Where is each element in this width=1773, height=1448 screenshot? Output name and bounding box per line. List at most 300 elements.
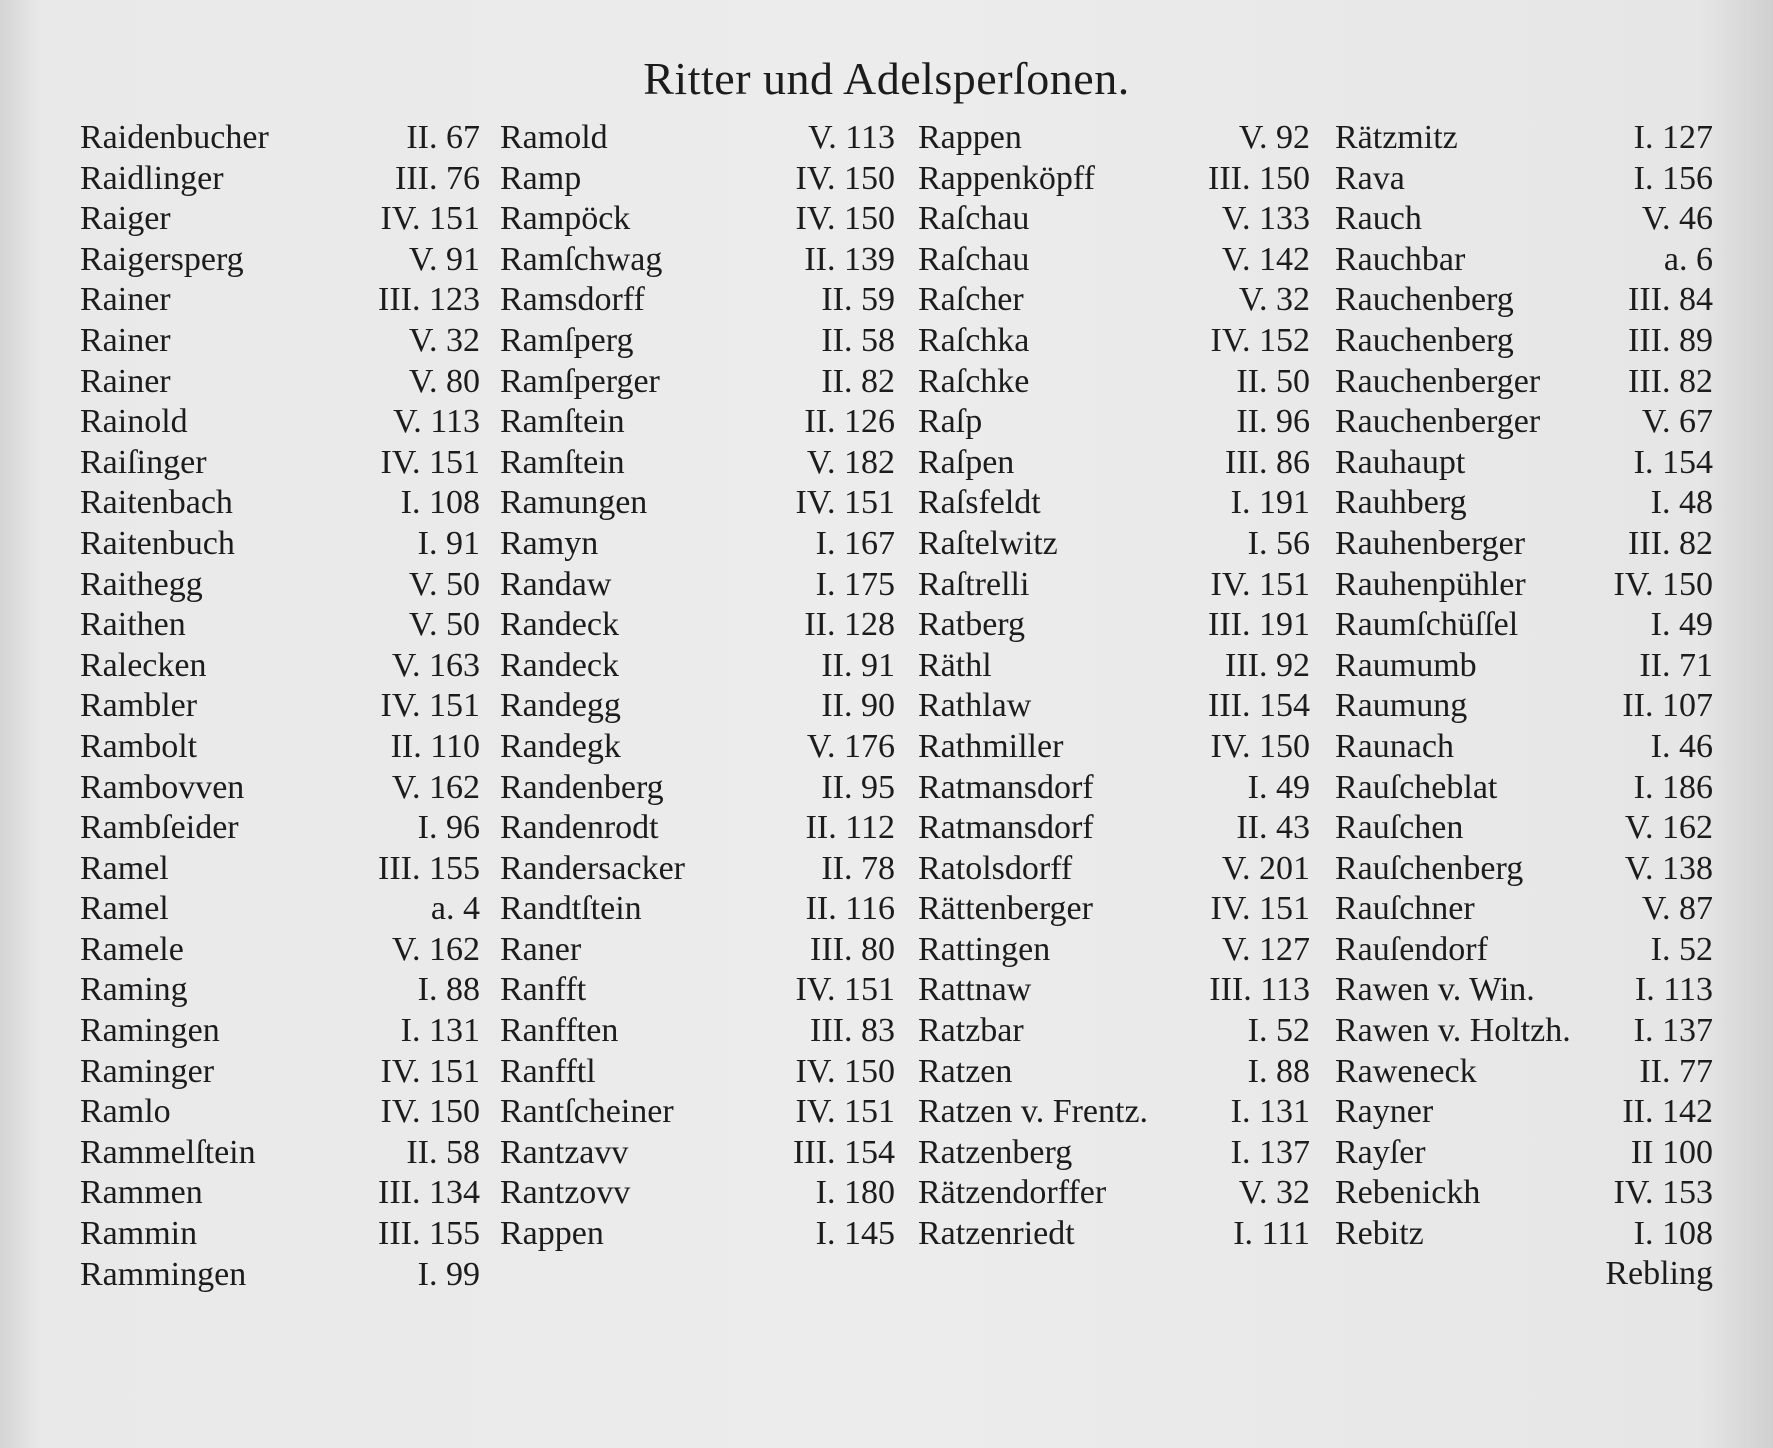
- entry-name: Raner: [500, 930, 582, 968]
- entry-reference: III. 92: [1225, 646, 1310, 684]
- entry-reference: V. 142: [1221, 240, 1310, 278]
- index-entry: [918, 160, 1310, 201]
- entry-reference: V. 162: [1624, 809, 1713, 847]
- entry-name: Raitenbach: [80, 484, 233, 522]
- index-entry: [918, 525, 1310, 566]
- entry-reference: II. 50: [1236, 362, 1310, 400]
- index-entry: [500, 606, 895, 647]
- index-entry: [80, 971, 480, 1012]
- entry-name: Ratberg: [918, 606, 1026, 644]
- index-entry: [918, 444, 1310, 485]
- entry-name: Rauhenberger: [1335, 524, 1526, 562]
- entry-name: Ranfft: [500, 971, 587, 1009]
- entry-reference: IV. 151: [380, 443, 480, 481]
- index-entry: [500, 119, 895, 160]
- index-entry: [1335, 1053, 1713, 1094]
- index-entry: [918, 769, 1310, 810]
- index-entry: [918, 1174, 1310, 1215]
- entry-name: Ratzen: [918, 1052, 1013, 1090]
- entry-name: Ratolsdorff: [918, 849, 1073, 887]
- entry-reference: I. 180: [815, 1174, 895, 1212]
- index-entry: [1335, 1093, 1713, 1134]
- entry-reference: III. 80: [810, 930, 895, 968]
- entry-reference: I. 145: [815, 1215, 895, 1253]
- entry-reference: V. 32: [1238, 281, 1310, 319]
- entry-reference: a. 6: [1663, 240, 1713, 278]
- entry-name: Raunach: [1335, 727, 1454, 765]
- entry-name: Raithegg: [80, 565, 203, 603]
- index-entry: [500, 444, 895, 485]
- index-entry: [1335, 1174, 1713, 1215]
- entry-name: Ramſtein: [500, 403, 625, 441]
- entry-name: Ramungen: [500, 484, 648, 522]
- entry-name: Ramel: [80, 890, 169, 928]
- entry-name: Ramſperger: [500, 362, 660, 400]
- index-entry: [80, 1134, 480, 1175]
- entry-name: Raminger: [80, 1052, 215, 1090]
- entry-name: Raitenbuch: [80, 524, 235, 562]
- entry-name: Rauſchen: [1335, 809, 1464, 847]
- entry-name: Ralecken: [80, 646, 207, 684]
- index-column-2: [500, 119, 895, 1256]
- entry-name: Rappen: [918, 119, 1022, 156]
- entry-name: Rättenberger: [918, 890, 1093, 928]
- entry-reference: V. 50: [408, 606, 480, 644]
- entry-name: Rambſeider: [80, 809, 239, 847]
- entry-reference: II. 112: [805, 809, 895, 847]
- index-entry: [918, 1134, 1310, 1175]
- entry-reference: III. 82: [1628, 362, 1713, 400]
- entry-reference: II. 107: [1622, 687, 1713, 725]
- entry-reference: IV. 150: [795, 159, 895, 197]
- entry-name: Rammin: [80, 1215, 198, 1253]
- index-entry: [1335, 890, 1713, 931]
- index-entry: [80, 890, 480, 931]
- entry-reference: V. 162: [391, 768, 480, 806]
- entry-reference: V. 113: [808, 119, 895, 156]
- index-entry: [500, 1012, 895, 1053]
- index-entry: [918, 809, 1310, 850]
- index-entry: [500, 160, 895, 201]
- entry-reference: V. 32: [1238, 1174, 1310, 1212]
- entry-reference: I. 113: [1634, 971, 1713, 1009]
- entry-name: Rappen: [500, 1215, 604, 1253]
- index-entry: [500, 687, 895, 728]
- index-entry: [1335, 566, 1713, 607]
- entry-reference: III. 86: [1225, 443, 1310, 481]
- entry-name: Rainer: [80, 321, 171, 359]
- entry-reference: II. 71: [1639, 646, 1713, 684]
- index-entry: [500, 647, 895, 688]
- index-entry: [500, 241, 895, 282]
- entry-reference: I. 111: [1233, 1215, 1310, 1253]
- index-entry: [918, 566, 1310, 607]
- entry-name: Rawen v. Holtzh.: [1335, 1012, 1571, 1050]
- entry-reference: V. 92: [1238, 119, 1310, 156]
- index-entry: [1335, 322, 1713, 363]
- entry-name: Raiger: [80, 200, 171, 238]
- index-entry: [918, 200, 1310, 241]
- entry-name: Rauchenberger: [1335, 403, 1541, 441]
- entry-reference: I. 88: [1247, 1052, 1310, 1090]
- index-entry: [500, 890, 895, 931]
- entry-name: Randegg: [500, 687, 621, 725]
- entry-reference: III. 134: [378, 1174, 480, 1212]
- entry-name: Raſchke: [918, 362, 1030, 400]
- index-entry: [918, 241, 1310, 282]
- entry-reference: II. 90: [821, 687, 895, 725]
- entry-name: Rayner: [1335, 1093, 1434, 1131]
- entry-reference: II. 43: [1236, 809, 1310, 847]
- entry-reference: V. 91: [408, 240, 480, 278]
- entry-reference: IV. 153: [1613, 1174, 1713, 1212]
- entry-reference: IV. 151: [1210, 890, 1310, 928]
- entry-reference: V. 46: [1641, 200, 1713, 238]
- entry-reference: II. 58: [406, 1133, 480, 1171]
- entry-reference: III. 155: [378, 849, 480, 887]
- index-entry: [80, 850, 480, 891]
- index-entry: [918, 484, 1310, 525]
- index-entry: [80, 931, 480, 972]
- entry-name: Raithen: [80, 606, 186, 644]
- entry-reference: V. 162: [391, 930, 480, 968]
- entry-reference: V. 113: [393, 403, 480, 441]
- index-entry: [1335, 444, 1713, 485]
- index-entry: [500, 484, 895, 525]
- index-entry: [1335, 728, 1713, 769]
- entry-reference: I. 108: [1633, 1215, 1713, 1253]
- entry-name: Ramſperg: [500, 321, 634, 359]
- entry-reference: II. 58: [821, 321, 895, 359]
- entry-name: Raſchka: [918, 321, 1030, 359]
- entry-name: Rampöck: [500, 200, 631, 238]
- entry-reference: I. 108: [400, 484, 480, 522]
- entry-name: Raſchau: [918, 240, 1030, 278]
- index-entry: [80, 281, 480, 322]
- page-title: Ritter und Adelsperſonen.: [643, 53, 1130, 104]
- entry-reference: a. 4: [430, 890, 480, 928]
- entry-reference: I. 127: [1633, 119, 1713, 156]
- entry-name: Ranfften: [500, 1012, 619, 1050]
- entry-reference: V. 32: [408, 321, 480, 359]
- entry-reference: IV. 151: [380, 687, 480, 725]
- index-entry: [80, 119, 480, 160]
- entry-name: Raſtelwitz: [918, 524, 1058, 562]
- entry-name: Rantſcheiner: [500, 1093, 674, 1131]
- index-entry: [80, 1256, 480, 1297]
- entry-name: Raſsfeldt: [918, 484, 1041, 522]
- entry-name: Randenberg: [500, 768, 664, 806]
- entry-reference: II. 116: [805, 890, 895, 928]
- index-entry: [1335, 687, 1713, 728]
- entry-name: Rathlaw: [918, 687, 1032, 725]
- index-entry: [918, 890, 1310, 931]
- entry-reference: IV. 151: [795, 484, 895, 522]
- entry-reference: III. 150: [1208, 159, 1310, 197]
- index-entry: [500, 525, 895, 566]
- entry-reference: II. 110: [390, 727, 480, 765]
- entry-name: Ramſchwag: [500, 240, 663, 278]
- entry-name: Raidlinger: [80, 159, 224, 197]
- index-entry: [918, 931, 1310, 972]
- index-entry: [1335, 241, 1713, 282]
- entry-reference: II. 95: [821, 768, 895, 806]
- index-entry: [80, 728, 480, 769]
- entry-reference: IV. 150: [1210, 727, 1310, 765]
- entry-reference: V. 201: [1221, 849, 1310, 887]
- entry-reference: V. 67: [1641, 403, 1713, 441]
- index-entry: [918, 322, 1310, 363]
- index-entry: [80, 241, 480, 282]
- entry-name: Rathmiller: [918, 727, 1064, 765]
- entry-name: Raweneck: [1335, 1052, 1477, 1090]
- entry-name: Raming: [80, 971, 188, 1009]
- index-entry: [1335, 1134, 1713, 1175]
- index-entry: [80, 160, 480, 201]
- index-column-3: [918, 119, 1310, 1256]
- entry-name: Rambolt: [80, 727, 198, 765]
- entry-name: Rattnaw: [918, 971, 1032, 1009]
- entry-reference: III. 83: [810, 1012, 895, 1050]
- index-column-1: [80, 119, 480, 1296]
- entry-name: Rauchenberger: [1335, 362, 1541, 400]
- entry-name: Ramold: [500, 119, 608, 156]
- index-entry: [80, 200, 480, 241]
- index-entry: [918, 647, 1310, 688]
- entry-name: Rammen: [80, 1174, 203, 1212]
- entry-name: Raſtrelli: [918, 565, 1030, 603]
- entry-name: Rayſer: [1335, 1133, 1426, 1171]
- entry-reference: IV. 151: [380, 1052, 480, 1090]
- entry-name: Rappenköpff: [918, 159, 1095, 197]
- entry-name: Räthl: [918, 646, 992, 684]
- entry-reference: II. 77: [1639, 1052, 1713, 1090]
- entry-name: Rainold: [80, 403, 188, 441]
- entry-reference: III. 113: [1209, 971, 1310, 1009]
- entry-reference: II. 67: [406, 119, 480, 156]
- entry-name: Raigersperg: [80, 240, 244, 278]
- index-entry: [1335, 281, 1713, 322]
- index-entry: [1335, 971, 1713, 1012]
- index-column-4: [1335, 119, 1713, 1256]
- index-entry: [80, 322, 480, 363]
- entry-reference: III. 76: [395, 159, 480, 197]
- catchword: Rebling: [1605, 1255, 1713, 1292]
- entry-name: Rauhberg: [1335, 484, 1467, 522]
- index-entry: [500, 200, 895, 241]
- entry-name: Rainer: [80, 281, 171, 319]
- index-entry: [80, 769, 480, 810]
- entry-reference: I. 46: [1650, 727, 1713, 765]
- index-entry: [80, 566, 480, 607]
- index-entry: [80, 809, 480, 850]
- entry-name: Randeck: [500, 606, 619, 644]
- entry-name: Ramele: [80, 930, 184, 968]
- index-entry: [1335, 647, 1713, 688]
- entry-name: Rattingen: [918, 930, 1051, 968]
- entry-reference: II. 82: [821, 362, 895, 400]
- entry-reference: V. 163: [391, 646, 480, 684]
- entry-name: Raſpen: [918, 443, 1015, 481]
- entry-reference: II. 139: [804, 240, 895, 278]
- entry-name: Rauchenberg: [1335, 281, 1514, 319]
- index-entry: [500, 1215, 895, 1256]
- index-entry: [918, 1215, 1310, 1256]
- entry-name: Ramingen: [80, 1012, 220, 1050]
- index-entry: [918, 971, 1310, 1012]
- entry-reference: II 100: [1630, 1133, 1713, 1171]
- entry-reference: IV. 150: [380, 1093, 480, 1131]
- entry-name: Ramſtein: [500, 443, 625, 481]
- entry-reference: IV. 151: [795, 1093, 895, 1131]
- index-entry: [500, 931, 895, 972]
- index-entry: [500, 566, 895, 607]
- index-entry: [500, 769, 895, 810]
- entry-reference: II. 91: [821, 646, 895, 684]
- index-entry: [1335, 160, 1713, 201]
- index-entry: [918, 606, 1310, 647]
- entry-reference: I. 186: [1633, 768, 1713, 806]
- entry-name: Rätzendorffer: [918, 1174, 1107, 1212]
- index-entry: [500, 1134, 895, 1175]
- entry-reference: III. 82: [1628, 524, 1713, 562]
- entry-reference: I. 131: [1230, 1093, 1310, 1131]
- entry-reference: III. 154: [793, 1133, 895, 1171]
- entry-name: Rambler: [80, 687, 198, 725]
- entry-reference: II. 126: [804, 403, 895, 441]
- entry-name: Raidenbucher: [80, 119, 269, 156]
- entry-reference: I. 49: [1247, 768, 1310, 806]
- entry-reference: IV. 151: [795, 971, 895, 1009]
- entry-reference: IV. 150: [795, 200, 895, 238]
- index-entry: [80, 687, 480, 728]
- entry-name: Ratmansdorf: [918, 809, 1094, 847]
- entry-reference: II. 142: [1622, 1093, 1713, 1131]
- entry-reference: II. 96: [1236, 403, 1310, 441]
- entry-reference: I. 137: [1230, 1133, 1310, 1171]
- entry-name: Rauſchenberg: [1335, 849, 1524, 887]
- index-entry: [500, 363, 895, 404]
- entry-name: Rainer: [80, 362, 171, 400]
- entry-name: Raiſinger: [80, 443, 207, 481]
- entry-name: Ratzen v. Frentz.: [918, 1093, 1149, 1131]
- entry-name: Randersacker: [500, 849, 686, 887]
- index-entry: [918, 687, 1310, 728]
- index-entry: [1335, 119, 1713, 160]
- entry-name: Rauchbar: [1335, 240, 1466, 278]
- entry-reference: IV. 151: [380, 200, 480, 238]
- index-entry: [80, 444, 480, 485]
- entry-name: Raſp: [918, 403, 983, 441]
- index-entry: [1335, 606, 1713, 647]
- entry-name: Ramp: [500, 159, 582, 197]
- entry-name: Ramel: [80, 849, 169, 887]
- entry-reference: V. 87: [1641, 890, 1713, 928]
- entry-name: Rauhenpühler: [1335, 565, 1526, 603]
- entry-reference: I. 167: [815, 524, 895, 562]
- entry-name: Ratzenriedt: [918, 1215, 1075, 1253]
- index-entry: [500, 809, 895, 850]
- entry-name: Ratzbar: [918, 1012, 1024, 1050]
- index-entry: [80, 484, 480, 525]
- entry-name: Randeck: [500, 646, 619, 684]
- entry-name: Rauſchner: [1335, 890, 1475, 928]
- entry-reference: I. 131: [400, 1012, 480, 1050]
- entry-name: Rebitz: [1335, 1215, 1424, 1253]
- entry-name: Ramyn: [500, 524, 599, 562]
- entry-name: Rebenickh: [1335, 1174, 1481, 1212]
- entry-reference: III. 89: [1628, 321, 1713, 359]
- entry-reference: II. 78: [821, 849, 895, 887]
- entry-name: Rawen v. Win.: [1335, 971, 1535, 1009]
- entry-name: Ramsdorff: [500, 281, 645, 319]
- entry-reference: III. 154: [1208, 687, 1310, 725]
- index-entry: [1335, 931, 1713, 972]
- entry-reference: III. 123: [378, 281, 480, 319]
- entry-reference: II. 128: [804, 606, 895, 644]
- index-entry: [80, 1174, 480, 1215]
- index-entry: [1335, 1012, 1713, 1053]
- entry-reference: I. 99: [417, 1255, 480, 1293]
- entry-reference: IV. 150: [795, 1052, 895, 1090]
- entry-name: Randenrodt: [500, 809, 659, 847]
- entry-name: Ratmansdorf: [918, 768, 1094, 806]
- entry-name: Rauchenberg: [1335, 321, 1514, 359]
- entry-name: Rammelſtein: [80, 1133, 256, 1171]
- index-entry: [918, 363, 1310, 404]
- entry-name: Rantzovv: [500, 1174, 631, 1212]
- index-entry: [500, 322, 895, 363]
- entry-reference: I. 88: [417, 971, 480, 1009]
- index-entry: [500, 1174, 895, 1215]
- entry-name: Rätzmitz: [1335, 119, 1458, 156]
- entry-reference: II. 59: [821, 281, 895, 319]
- index-entry: [80, 1093, 480, 1134]
- index-entry: [918, 403, 1310, 444]
- entry-reference: III. 155: [378, 1215, 480, 1253]
- entry-reference: V. 80: [408, 362, 480, 400]
- entry-name: Raumung: [1335, 687, 1468, 725]
- entry-reference: V. 133: [1221, 200, 1310, 238]
- index-entry: [1335, 1215, 1713, 1256]
- index-entry: [80, 606, 480, 647]
- index-entry: [1335, 809, 1713, 850]
- entry-name: Rauch: [1335, 200, 1422, 238]
- entry-name: Rambovven: [80, 768, 245, 806]
- index-entry: [500, 1053, 895, 1094]
- index-entry: [918, 119, 1310, 160]
- index-entry: [1335, 525, 1713, 566]
- entry-name: Rantzavv: [500, 1133, 629, 1171]
- entry-reference: I. 52: [1247, 1012, 1310, 1050]
- entry-reference: I. 156: [1633, 159, 1713, 197]
- index-entry: [80, 363, 480, 404]
- index-entry: [500, 1093, 895, 1134]
- index-entry: [918, 728, 1310, 769]
- index-entry: [1335, 850, 1713, 891]
- index-entry: [1335, 363, 1713, 404]
- index-entry: [80, 1012, 480, 1053]
- entry-name: Randegk: [500, 727, 621, 765]
- entry-reference: III. 191: [1208, 606, 1310, 644]
- entry-reference: III. 84: [1628, 281, 1713, 319]
- entry-name: Rauſcheblat: [1335, 768, 1498, 806]
- index-entry: [80, 647, 480, 688]
- index-entry: [918, 850, 1310, 891]
- entry-reference: I. 56: [1247, 524, 1310, 562]
- entry-name: Rammingen: [80, 1255, 247, 1293]
- entry-name: Raumumb: [1335, 646, 1477, 684]
